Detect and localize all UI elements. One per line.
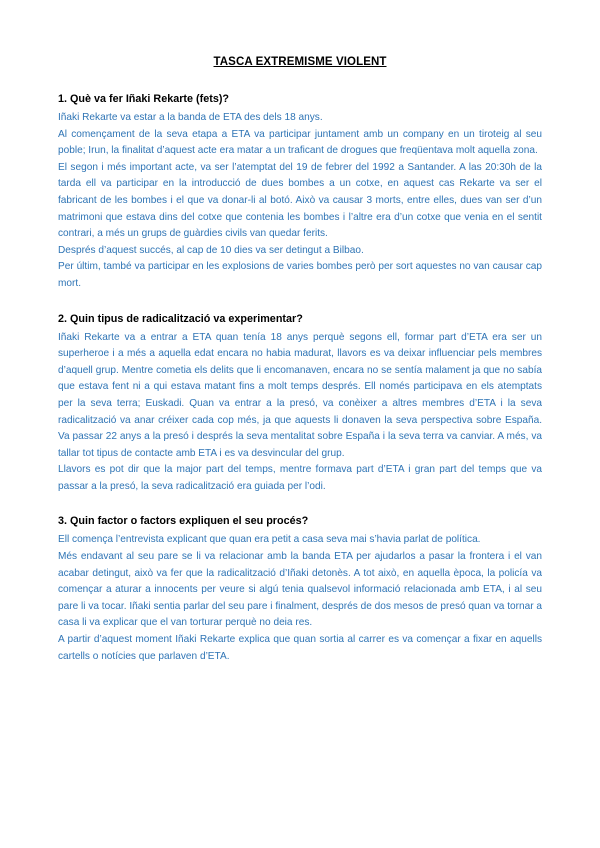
section-heading: 1. Què va fer Iñaki Rekarte (fets)?: [58, 93, 230, 105]
document-title: TASCA EXTREMISME VIOLENT: [213, 56, 387, 68]
paragraph: Al començament de la seva etapa a ETA va participar juntament amb un company en un tiroteig al seu poble; Irun, la finalitat d’aquest acte era matar a un traficant de drogues que freqüentava molt aquella zona.: [58, 128, 542, 157]
paragraph: Ell comença l’entrevista explicant que quan era petit a casa seva mai s’havia parlat de política.: [58, 534, 481, 546]
paragraph: Més endavant al seu pare se li va relacionar amb la banda ETA per ajudarlos a pasar la frontera i el van acabar detingut, això va fer que la radicalització d’Iñaki detonès. A tot això, en aquella època, la policía va començar a aturar a innocents per veure si algú tenia qualsevol informació relacionada amb ETA, i al seu pare li va tocar. Iñaki sentia parlar del seu pare i finalment, després de dos mesos de presó quan va tornar a casa li va explicar que el van torturar perquè no deia res.: [58, 551, 542, 629]
section-1: [58, 91, 542, 293]
section-3: [58, 513, 542, 665]
paragraph: Per últim, també va participar en les explosions de varies bombes però per sort aquestes no van causar cap mort.: [58, 261, 542, 289]
document-page: [58, 56, 542, 683]
paragraph: Iñaki Rekarte va a entrar a ETA quan tenía 18 anys perquè segons ell, formar part d’ETA era ser un superheroe i a més a aquella edat encara no habia madurat, llavors es va deixar influenciar pels membres d’aquell grup. Mentre cometia els delits que li encomanaven, encara no se sentía malament ja que no sabía que estava fent ni a qui estava matant fins a molt temps després. Ell només participava en els atemptats per la seva terra; Euskadi. Quan va entrar a la presó, va conèixer a altres membres d’ETA i la seva radicalització va anar créixer cada cop més, ja que aquests li donaven la seva perspectiva sobre España. Va passar 22 anys a la presó i després la seva mentalitat sobre España i la seva terra va canviar. A més, va tallar tot tipus de contacte amb ETA i es va desvincular del grup.: [58, 331, 542, 459]
section-2: [58, 311, 542, 496]
paragraph: A partir d’aquest moment Iñaki Rekarte explica que quan sortia al carrer es va començar a fixar en aquells cartells o notícies que parlaven d’ETA.: [58, 634, 542, 662]
paragraph: Iñaki Rekarte va estar a la banda de ETA des dels 18 anys.: [58, 112, 323, 123]
section-heading: 2. Quin tipus de radicalització va experimentar?: [58, 312, 303, 325]
section-heading: 3. Quin factor o factors expliquen el seu procés?: [58, 515, 309, 528]
paragraph: Després d’aquest succés, al cap de 10 dies va ser detingut a Bilbao.: [58, 244, 364, 256]
paragraph: Llavors es pot dir que la major part del temps, mentre formava part d’ETA i gran part del temps que va passar a la presó, la seva radicalització era guiada per l’odi.: [58, 464, 542, 492]
paragraph: El segon i més important acte, va ser l’atemptat del 19 de febrer del 1992 a Santander. A las 20:30h de la tarda ell va participar en la introducció de dues bombes a un cotxe, en aquest cas Rekarte va ser el fabricant de les bombes i el que va donar-li al botó. Això va causar 3 morts, entre elles, dues van ser d’un matrimoni que estava dins del cotxe que contenia les bombes i l’altre era d’un cotxe que venia en el sentit contrari, a més un grups de guàrdies civils van quedar ferits.: [58, 161, 542, 240]
